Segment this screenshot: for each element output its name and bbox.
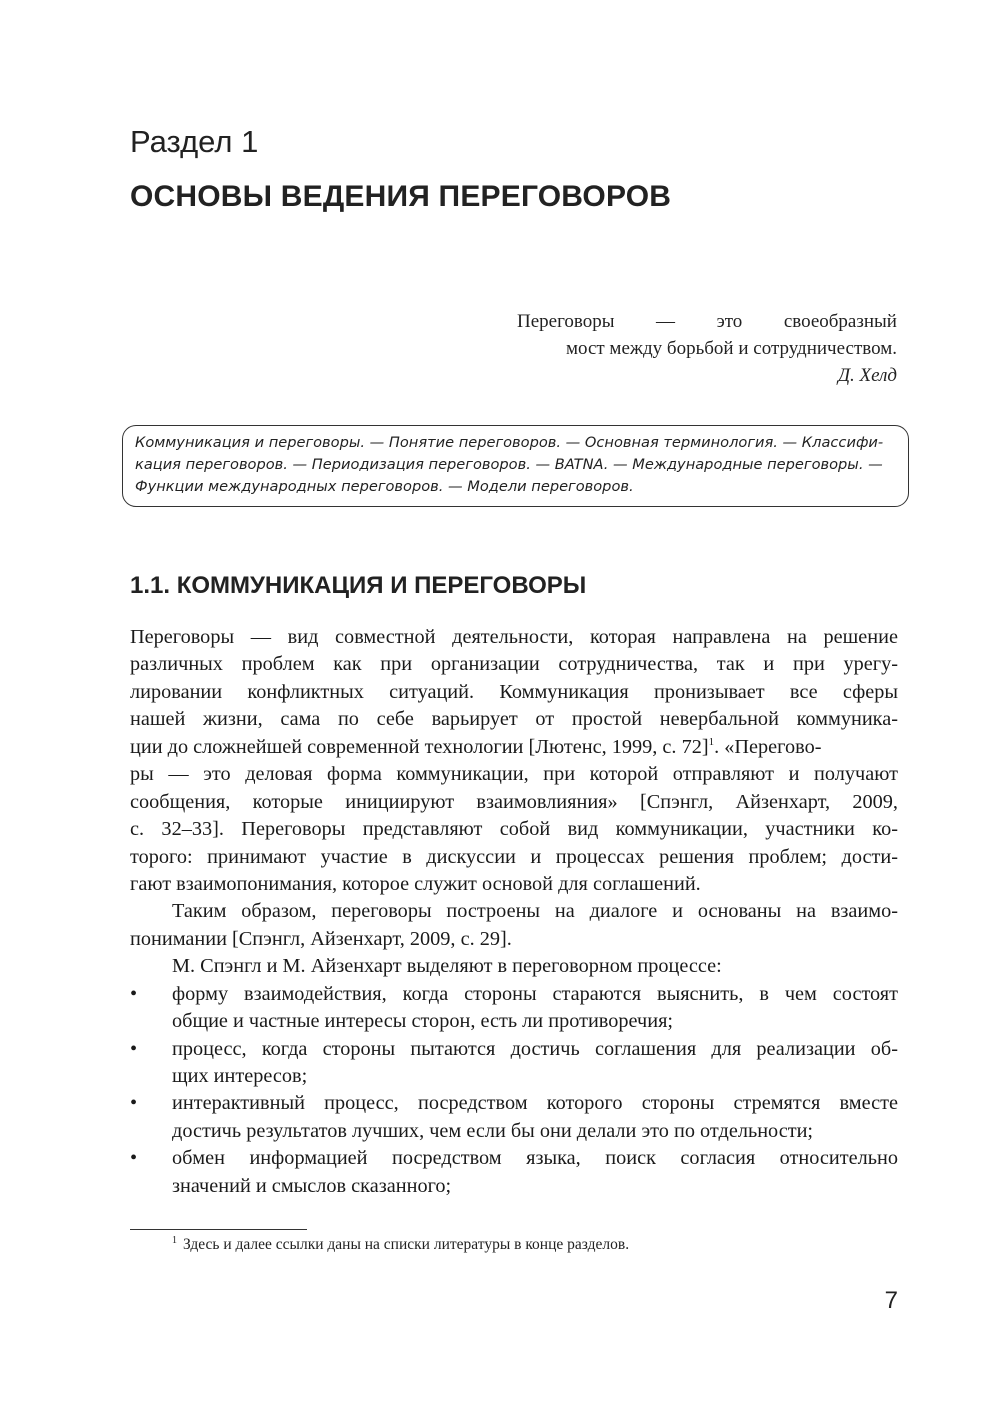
keywords-line: кация переговоров. — Периодизация переговоров. — BATNA. — Международные переговоры. — xyxy=(135,456,883,473)
footnote-ref[interactable]: 1 xyxy=(708,735,715,748)
list-item: • форму взаимодействия, когда стороны стараются выяснить, в чем состоят xyxy=(130,981,898,1008)
subsection-title: 1.1. КОММУНИКАЦИЯ И ПЕРЕГОВОРЫ xyxy=(130,572,587,599)
bullet-icon: • xyxy=(130,1147,138,1170)
list-item: • интерактивный процесс, посредством которого стороны стремятся вместе xyxy=(130,1090,898,1117)
list-item: • процесс, когда стороны пытаются достичь соглашения для реализации об- xyxy=(130,1036,898,1063)
footnote-divider xyxy=(130,1229,307,1230)
list-item-continuation: значений и смыслов сказанного; xyxy=(172,1174,452,1197)
epigraph-line-2: мост между борьбой и сотрудничеством. xyxy=(565,338,897,359)
chapter-keywords-box xyxy=(122,425,909,507)
list-item-continuation: общие и частные интересы сторон, есть ли противоречия; xyxy=(172,1010,674,1033)
list-item-continuation: достичь результатов лучших, чем если бы они делали это по отдельности; xyxy=(172,1119,814,1142)
body-line: М. Спэнгл и М. Айзенхарт выделяют в переговорном процессе: xyxy=(172,955,722,978)
epigraph-line-1: Переговоры — это своеобразный xyxy=(517,311,897,332)
footnote-number: 1 xyxy=(172,1234,177,1246)
body-line: гают взаимопонимания, которое служит основой для соглашений. xyxy=(130,872,701,895)
list-item: • обмен информацией посредством языка, поиск согласия относительно xyxy=(130,1145,898,1172)
body-line: Таким образом, переговоры построены на диалоге и основаны на взаимо- xyxy=(172,900,898,923)
section-label: Раздел 1 xyxy=(130,124,259,159)
body-line: ции до сложнейшей современной технологии [Лютенс, 1999, с. 72]$^1$. «Перегово- xyxy=(130,735,822,758)
body-text xyxy=(130,624,898,1200)
epigraph xyxy=(517,308,897,389)
body-line: торого: принимают участие в дискуссии и процессах решения проблем; дости- xyxy=(130,845,898,868)
body-line: нашей жизни, сама по себе варьирует от простой невербальной коммуника- xyxy=(130,708,898,731)
keywords-line: Функции международных переговоров. — Модели переговоров. xyxy=(135,478,634,495)
body-line: с. 32–33]. Переговоры представляют собой вид коммуникации, участники ко- xyxy=(130,818,898,841)
chapter-title: ОСНОВЫ ВЕДЕНИЯ ПЕРЕГОВОРОВ xyxy=(130,180,672,213)
body-line: понимании [Спэнгл, Айзенхарт, 2009, с. 29]. xyxy=(130,927,512,950)
body-line: лировании конфликтных ситуаций. Коммуникация пронизывает все сферы xyxy=(130,680,898,703)
footnote-text: Здесь и далее ссылки даны на списки литературы в конце разделов. xyxy=(183,1236,630,1253)
body-line: ры — это деловая форма коммуникации, при которой отправляют и получают xyxy=(130,763,898,786)
list-item-continuation: щих интересов; xyxy=(172,1065,308,1087)
bullet-icon: • xyxy=(130,1092,138,1115)
keywords-line: Коммуникация и переговоры. — Понятие переговоров. — Основная терминология. — Классифи- xyxy=(135,434,884,451)
bullet-icon: • xyxy=(130,982,138,1005)
epigraph-author: Д. Хелд xyxy=(837,365,897,386)
footnote xyxy=(172,1234,629,1256)
body-line: Переговоры — вид совместной деятельности, которая направлена на решение xyxy=(130,626,898,648)
page-number: 7 xyxy=(884,1287,898,1314)
body-line: различных проблем как при организации сотрудничества, так и при урегу- xyxy=(130,653,898,676)
bullet-icon: • xyxy=(130,1037,138,1060)
body-line: сообщения, которые инициируют взаимовлияния» [Спэнгл, Айзенхарт, 2009, xyxy=(130,790,898,813)
